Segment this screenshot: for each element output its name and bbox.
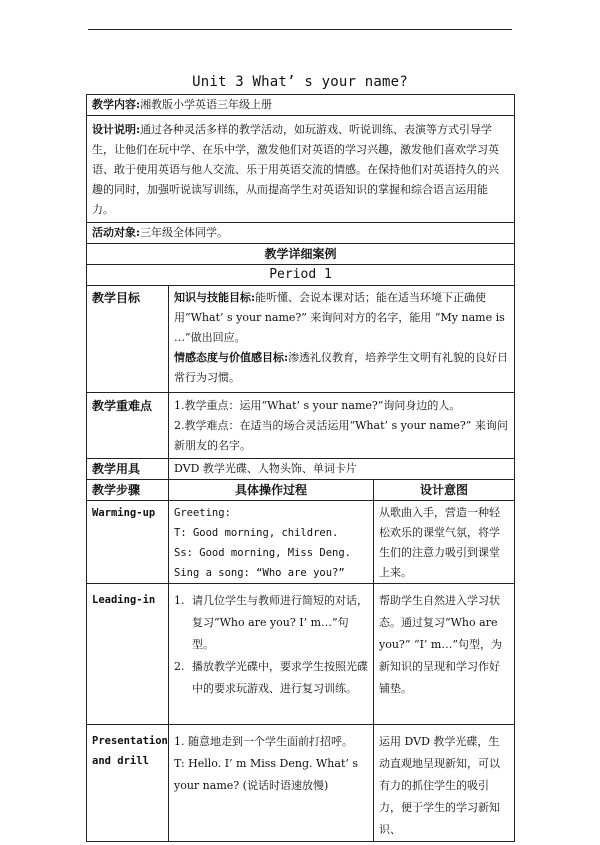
key-point-1: 1.教学重点：运用“What’ s your name?”询问身边的人。 xyxy=(174,399,461,412)
presentation-line-2: T: Hello. I’ m Miss Deng. What’ s your name? (说话时语速放慢) xyxy=(174,757,358,792)
objectives-row xyxy=(87,286,515,393)
materials-label: 教学用具 xyxy=(87,459,169,480)
key-points-row xyxy=(87,393,515,459)
leadin-intent: 帮助学生自然进入学习状态。通过复习“Who are you?” “I’ m…”句型，为新知识的呈现和学习作好铺垫。 xyxy=(374,584,515,725)
lesson-plan-table xyxy=(86,94,515,842)
leadin-label: Leading-in xyxy=(87,584,169,725)
content-value: 湘教版小学英语三年级上册 xyxy=(140,98,273,111)
emotion-text: 渗透礼仪教育，培养学生文明有礼貌的良好日常行为习惯。 xyxy=(174,351,509,384)
warmup-row xyxy=(87,501,515,584)
materials-row xyxy=(87,459,515,480)
warmup-line-2: T: Good morning, children. xyxy=(174,527,339,539)
content-row xyxy=(87,95,515,116)
warmup-label: Warming-up xyxy=(87,501,169,584)
steps-header-step: 教学步骤 xyxy=(87,480,169,501)
period-row xyxy=(87,265,515,286)
key-point-2: 2.教学难点：在适当的场合灵活运用“What’ s your name?” 来询问新朋友的名字。 xyxy=(174,419,508,452)
warmup-line-1: Greeting: xyxy=(174,507,231,519)
presentation-row xyxy=(87,725,515,842)
leadin-item-2 xyxy=(174,656,368,700)
warmup-intent: 从歌曲入手，营造一种轻松欢乐的课堂气氛，将学生们的注意力吸引到课堂上来。 xyxy=(374,501,515,584)
leadin-item-1-num: 1. xyxy=(174,594,185,607)
emotion-label: 情感态度与价值感目标: xyxy=(174,351,289,364)
steps-header-process: 具体操作过程 xyxy=(169,480,374,501)
presentation-item-1: 1. 随意地走到一个学生面前打招呼。 xyxy=(174,735,353,748)
knowledge-text: 能听懂、会说本课对话；能在适当环境下正确使用“What’ s your name?” 来询问对方的名字，能用 “My name is …”做出回应。 xyxy=(174,291,505,344)
section-title: 教学详细案例 xyxy=(87,244,515,265)
period-title: Period 1 xyxy=(87,265,515,286)
audience-label: 活动对象: xyxy=(92,226,141,239)
design-label: 设计说明: xyxy=(92,123,141,136)
content-label: 教学内容: xyxy=(92,98,141,111)
warmup-line-3: Ss: Good morning, Miss Deng. xyxy=(174,547,352,559)
leadin-row xyxy=(87,584,515,725)
audience-row xyxy=(87,223,515,244)
steps-header-intent: 设计意图 xyxy=(374,480,515,501)
design-text: 通过各种灵活多样的教学活动，如玩游戏、听说训练、表演等方式引导学生，让他们在玩中学、在乐中学，激发他们对英语的学习兴趣，激发他们喜欢学习英语、敢于使用英语与他人交流、乐于用英语交流的情感。在保持他们对英语持久的兴趣的同时，加强听说读写训练，从而提高学生对英语知识的掌握和综合语言运用能力。 xyxy=(92,123,499,216)
header-rule xyxy=(88,29,512,30)
steps-header-row xyxy=(87,480,515,501)
objectives-label: 教学目标 xyxy=(87,286,169,393)
materials-value: DVD 教学光碟、人物头饰、单词卡片 xyxy=(169,459,515,480)
presentation-label: Presentation and drill xyxy=(87,725,169,842)
leadin-item-1 xyxy=(174,590,368,656)
document-title: Unit 3 What’ s your name? xyxy=(192,74,408,90)
leadin-item-1-text: 请几位学生与教师进行简短的对话，复习“Who are you? I’ m…”句型。 xyxy=(192,594,368,651)
section-title-row xyxy=(87,244,515,265)
leadin-item-2-text: 播放教学光碟中，要求学生按照光碟中的要求玩游戏、进行复习训练。 xyxy=(192,660,368,695)
leadin-item-2-num: 2. xyxy=(174,660,185,673)
audience-value: 三年级全体同学。 xyxy=(140,226,229,239)
key-points-label: 教学重难点 xyxy=(87,393,169,459)
presentation-intent: 运用 DVD 教学光碟，生动直观地呈现新知，可以有力的抓住学生的吸引力，便于学生的学习新知识、 xyxy=(374,725,515,842)
knowledge-label: 知识与技能目标: xyxy=(174,291,256,304)
warmup-line-4: Sing a song: “Who are you?” xyxy=(174,567,345,579)
design-row xyxy=(87,116,515,223)
